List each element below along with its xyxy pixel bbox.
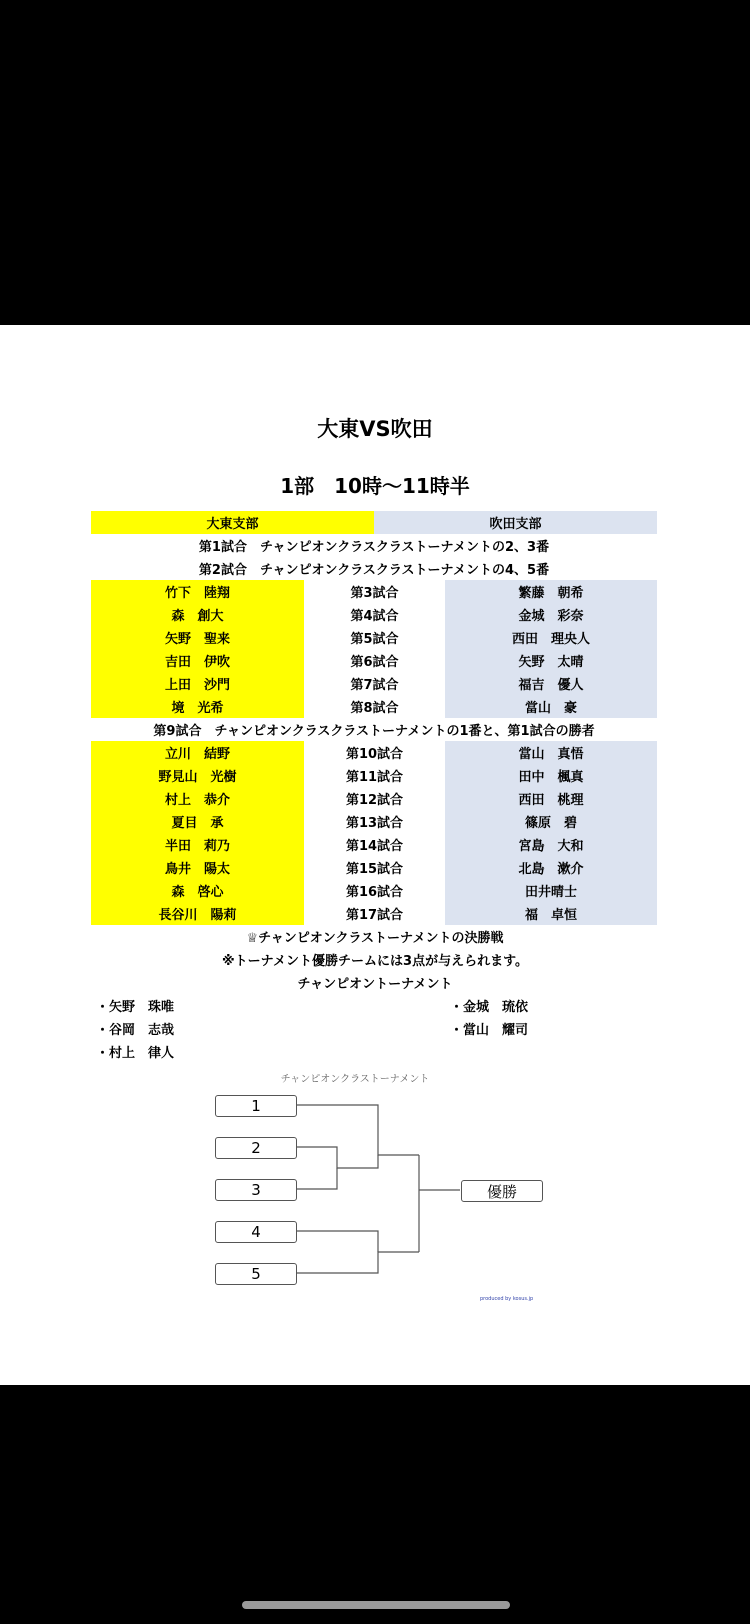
match-label: 第11試合 — [345, 770, 404, 785]
home-indicator[interactable] — [242, 1601, 510, 1609]
suita-player: 福 卓恒 — [524, 908, 577, 923]
bracket-slot-5: 5 — [215, 1263, 297, 1285]
suita-player: 宮島 大和 — [518, 839, 584, 854]
match-9-row: 第9試合 チャンピオンクラスクラストーナメントの1番と、第1試合の勝者 — [153, 724, 595, 739]
champ-left-2: ・谷岡 志哉 — [96, 1023, 175, 1038]
suita-player: 當山 豪 — [524, 701, 577, 716]
suita-player: 繁藤 朝希 — [518, 586, 584, 601]
match-1-row: 第1試合 チャンピオンクラスクラストーナメントの2、3番 — [198, 540, 550, 555]
bracket-slot-2: 2 — [215, 1137, 297, 1159]
daito-header: 大東支部 — [91, 511, 374, 534]
match-label: 第10試合 — [345, 747, 404, 762]
daito-player: 森 創大 — [171, 609, 224, 624]
match-label: 第17試合 — [345, 908, 404, 923]
suita-player: 北島 漱介 — [518, 862, 584, 877]
suita-player: 金城 彩奈 — [518, 609, 584, 624]
daito-player: 森 啓心 — [171, 885, 224, 900]
daito-player: 村上 恭介 — [164, 793, 230, 808]
tournament-bracket — [200, 1070, 550, 1310]
daito-player: 鳥井 陽太 — [164, 862, 230, 877]
match-label: 第4試合 — [350, 609, 399, 624]
final-note — [0, 927, 750, 946]
match-2-row: 第2試合 チャンピオンクラスクラストーナメントの4、5番 — [198, 563, 550, 578]
suita-player: 矢野 太晴 — [518, 655, 584, 670]
match-label: 第15試合 — [345, 862, 404, 877]
points-note: ※トーナメント優勝チームには3点が与えられます。 — [221, 954, 529, 969]
match-label: 第6試合 — [350, 655, 399, 670]
suita-player: 西田 理央人 — [511, 632, 590, 647]
match-label: 第8試合 — [350, 701, 399, 716]
daito-player: 境 光希 — [171, 701, 224, 716]
daito-player: 長谷川 陽莉 — [158, 908, 237, 923]
champ-right-1: ・金城 琉依 — [450, 1000, 529, 1015]
champ-left-1: ・矢野 珠唯 — [96, 1000, 175, 1015]
bracket-title: チャンピオンクラストーナメント — [280, 1074, 430, 1085]
daito-player: 矢野 聖来 — [164, 632, 230, 647]
daito-player: 竹下 陸翔 — [164, 586, 230, 601]
suita-player: 當山 真悟 — [518, 747, 584, 762]
daito-player: 野見山 光樹 — [158, 770, 237, 785]
daito-player: 半田 莉乃 — [164, 839, 230, 854]
final-note-text: チャンピオンクラストーナメントの決勝戦 — [258, 931, 504, 946]
trophy-icon: ♕ — [246, 931, 259, 946]
session-time: 1部 10時〜11時半 — [280, 474, 470, 498]
daito-player: 立川 結野 — [164, 747, 230, 762]
suita-player: 篠原 碧 — [524, 816, 577, 831]
bracket-slot-1: 1 — [215, 1095, 297, 1117]
daito-player: 夏目 承 — [171, 816, 224, 831]
suita-player: 福吉 優人 — [518, 678, 584, 693]
champ-left-3: ・村上 律人 — [96, 1046, 175, 1061]
champion-heading: チャンピオントーナメント — [297, 977, 453, 992]
daito-player: 上田 沙門 — [164, 678, 230, 693]
page-title: 大東VS吹田 — [317, 417, 433, 441]
daito-player: 吉田 伊吹 — [164, 655, 230, 670]
match-label: 第12試合 — [345, 793, 404, 808]
suita-header: 吹田支部 — [374, 511, 657, 534]
bracket-slot-4: 4 — [215, 1221, 297, 1243]
match-label: 第13試合 — [345, 816, 404, 831]
suita-player: 田井晴士 — [524, 885, 577, 900]
bracket-winner: 優勝 — [461, 1180, 543, 1202]
bracket-slot-3: 3 — [215, 1179, 297, 1201]
champ-right-2: ・當山 耀司 — [450, 1023, 529, 1038]
match-label: 第7試合 — [350, 678, 399, 693]
match-label: 第16試合 — [345, 885, 404, 900]
suita-player: 田中 楓真 — [518, 770, 584, 785]
bracket-credit: produced by kosus.jp — [480, 1296, 534, 1302]
match-label: 第3試合 — [350, 586, 399, 601]
match-label: 第5試合 — [350, 632, 399, 647]
suita-player: 西田 桃理 — [518, 793, 584, 808]
match-label: 第14試合 — [345, 839, 404, 854]
document-page — [0, 325, 750, 1385]
